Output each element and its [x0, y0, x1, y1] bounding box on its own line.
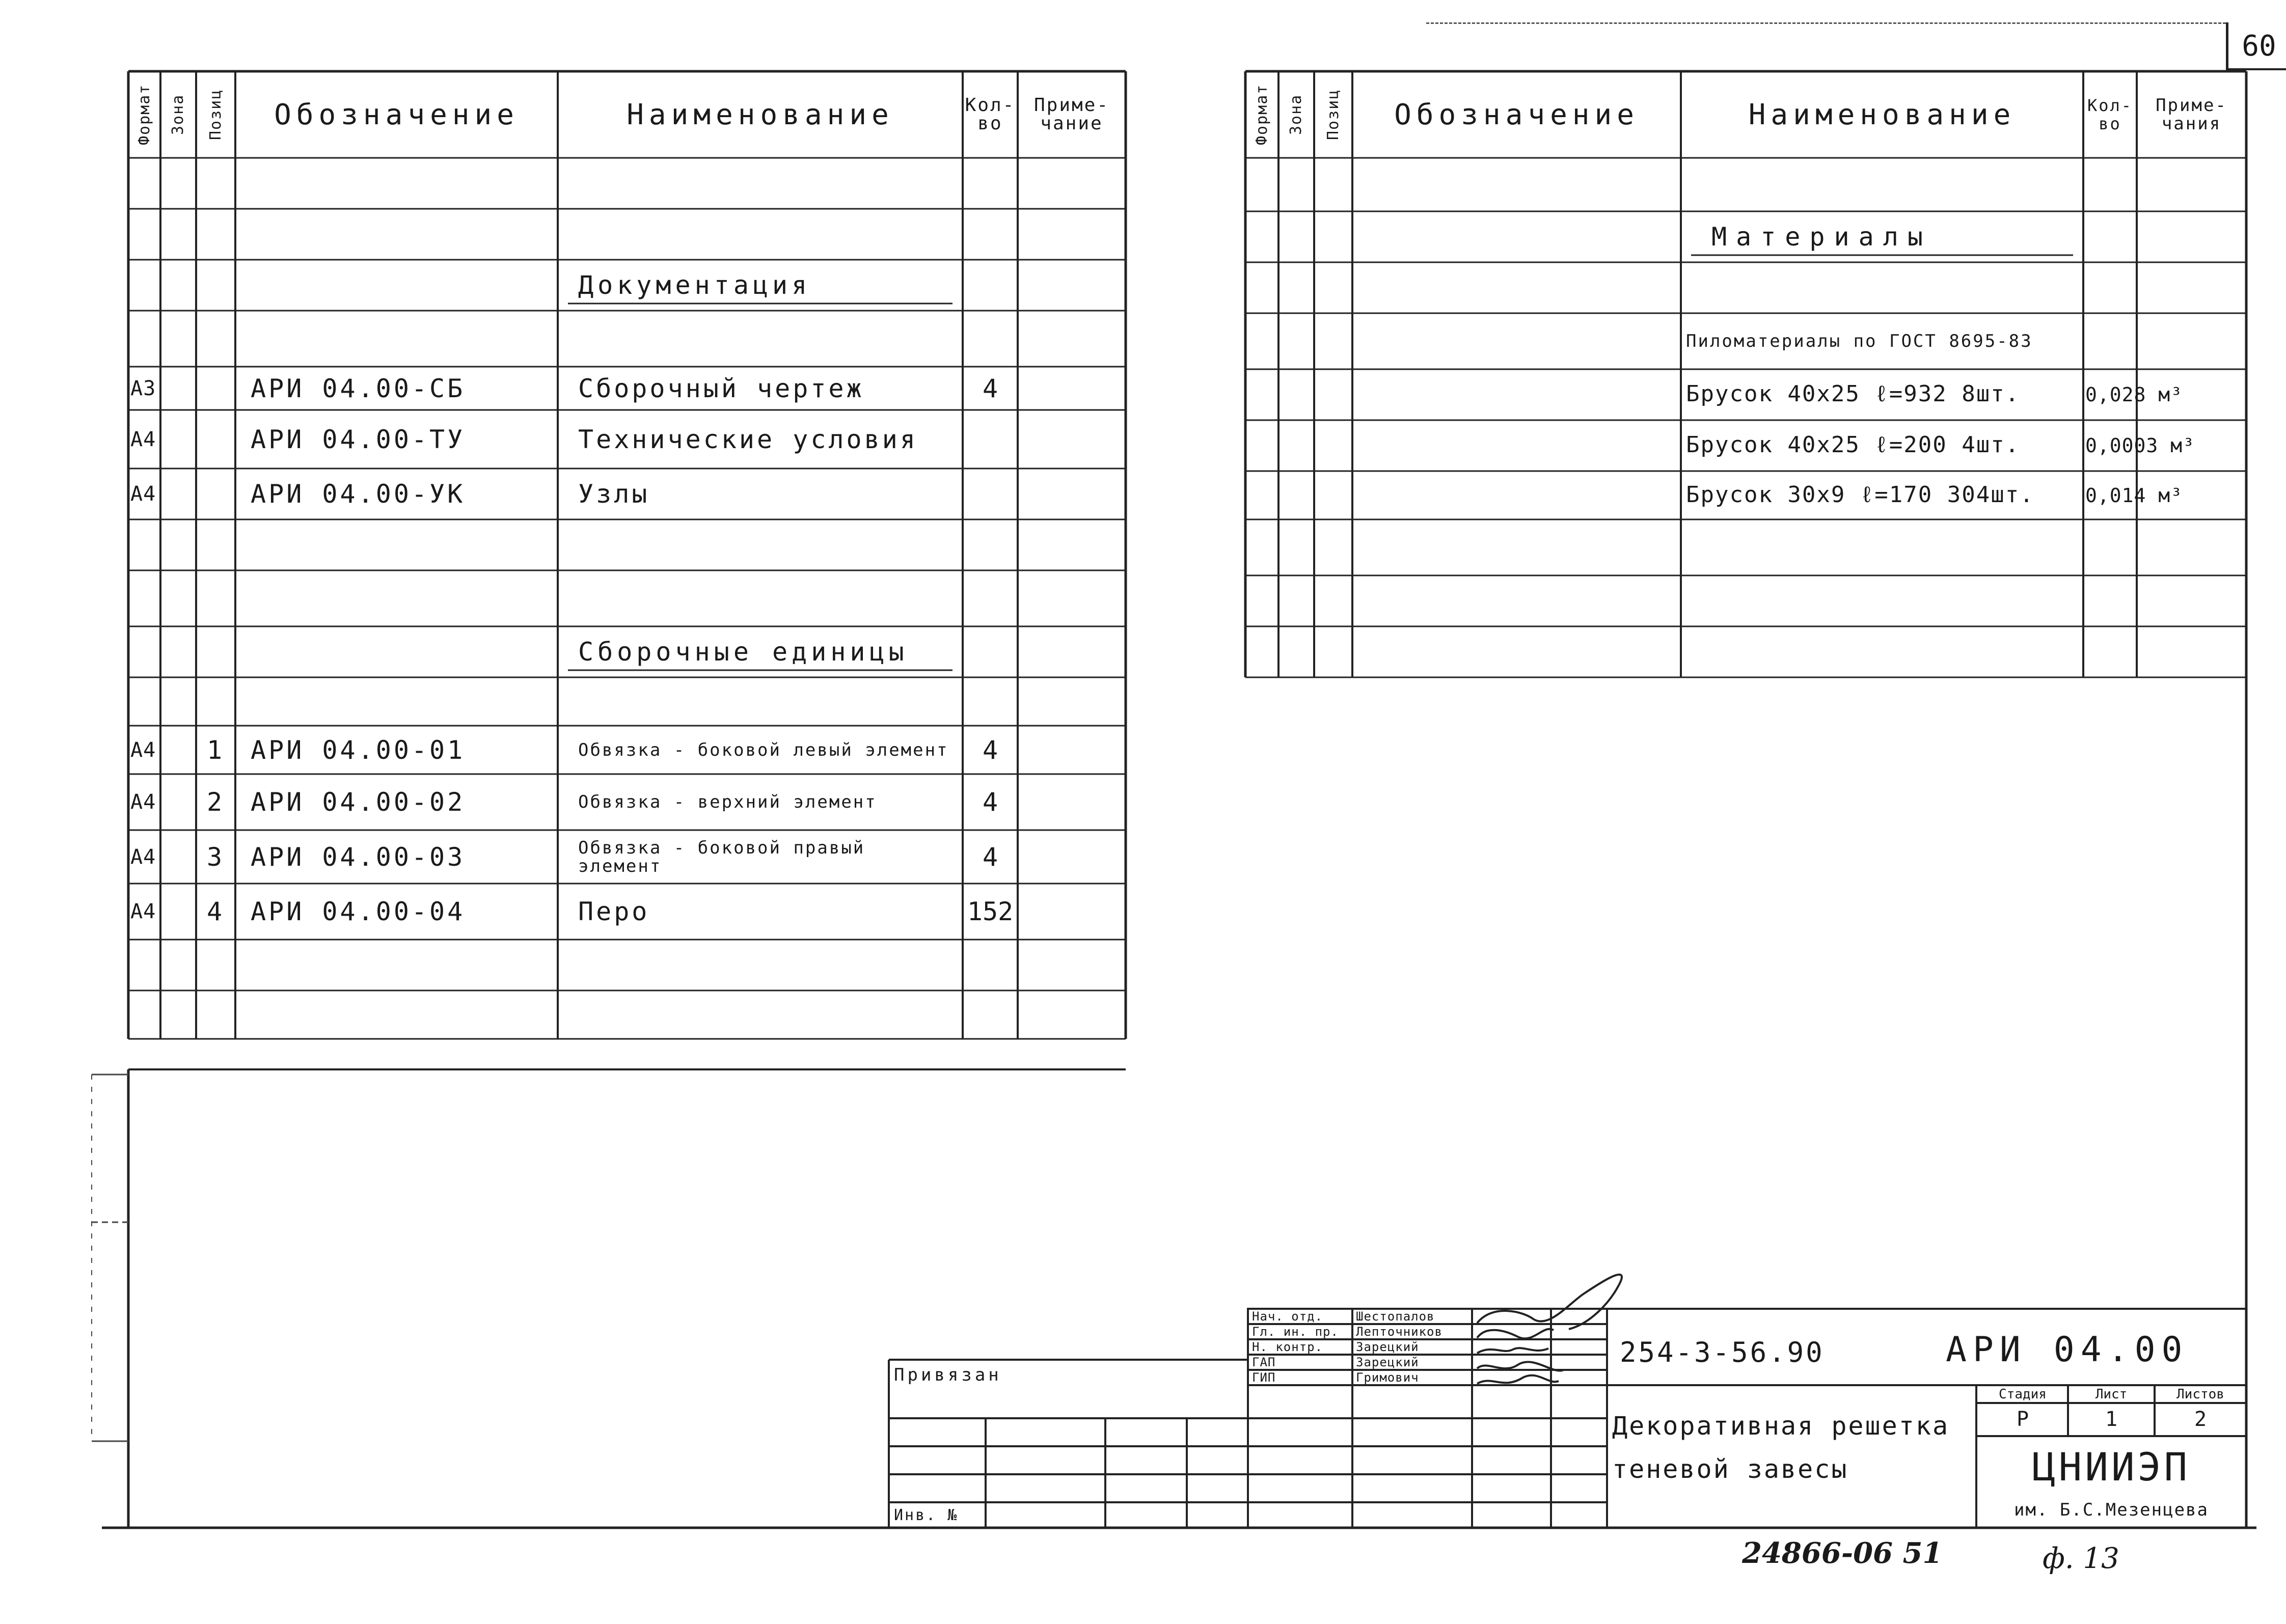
stage-value: Р — [2016, 1408, 2029, 1431]
row-position: 1 — [206, 735, 225, 765]
sheet-label: Лист — [2095, 1387, 2128, 1402]
row-designation: АРИ 04.00-УК — [251, 479, 466, 509]
row-name: Обвязка - верхний элемент — [578, 792, 877, 812]
row-position: 4 — [206, 897, 225, 926]
header-designation: Обозначение — [274, 98, 519, 131]
header-format: Формат — [1253, 84, 1271, 146]
row-qty: 0,014 м³ — [2085, 484, 2183, 507]
row-format: А3 — [130, 376, 156, 400]
header-note: Приме-чание — [1033, 95, 1110, 134]
row-name: Сборочные единицы — [578, 637, 908, 667]
organization-subtitle: им. Б.С.Мезенцева — [2014, 1500, 2209, 1520]
inventory-number-label: Инв. № — [894, 1506, 959, 1524]
form-number: ф. 13 — [2043, 1542, 2119, 1575]
row-qty: 4 — [982, 373, 998, 403]
document-code: 254-3-56.90 — [1620, 1336, 1825, 1368]
row-format: А4 — [130, 427, 156, 451]
row-format: А4 — [130, 900, 156, 923]
drawing-title-line2: теневой завесы — [1612, 1454, 1848, 1484]
header-zone: Зона — [169, 94, 187, 135]
row-name: Брусок 30х9 ℓ=170 304шт. — [1686, 481, 2034, 508]
signer-role: ГАП — [1252, 1355, 1276, 1369]
row-qty: 4 — [982, 842, 998, 872]
row-name: Обвязка - боковой левый элемент — [578, 739, 949, 760]
signer-role: Нач. отд. — [1252, 1309, 1323, 1324]
header-designation: Обозначение — [1394, 98, 1639, 131]
row-format: А4 — [130, 790, 156, 814]
row-qty: 0,028 м³ — [2085, 383, 2183, 406]
signer-role: Н. контр. — [1252, 1340, 1323, 1354]
header-format: Формат — [135, 84, 153, 146]
row-designation: АРИ 04.00-03 — [251, 842, 466, 872]
row-format: А4 — [130, 738, 156, 762]
signer-name: Шестопалов — [1356, 1309, 1435, 1324]
signer-role: ГИП — [1252, 1370, 1276, 1385]
row-name: Брусок 40х25 ℓ=200 4шт. — [1686, 432, 2020, 458]
signer-name: Зарецкий — [1356, 1355, 1419, 1369]
sheets-value: 2 — [2194, 1408, 2207, 1431]
row-designation: АРИ 04.00-ТУ — [251, 424, 466, 454]
header-qty: Кол-во — [965, 95, 1016, 134]
row-name: Документация — [578, 270, 811, 300]
header-note: Приме-чания — [2156, 95, 2227, 134]
header-zone: Зона — [1287, 94, 1305, 135]
drawing-title-line1: Декоративная решетка — [1612, 1411, 1950, 1441]
row-qty: 152 — [967, 897, 1014, 926]
signer-name: Гримович — [1356, 1370, 1419, 1385]
stage-label: Стадия — [1999, 1387, 2047, 1402]
row-name: Обвязка - боковой правый элемент — [578, 837, 865, 876]
row-name: Сборочный чертеж — [578, 373, 864, 403]
signer-name: Зарецкий — [1356, 1340, 1419, 1354]
row-designation: АРИ 04.00-04 — [251, 897, 466, 926]
row-position: 2 — [206, 787, 225, 817]
row-name: Перо — [578, 897, 650, 926]
row-position: 3 — [206, 842, 225, 872]
row-name: Узлы — [578, 479, 650, 509]
row-qty: 4 — [982, 787, 998, 817]
row-qty: 0,0003 м³ — [2085, 434, 2195, 457]
header-qty: Кол-во — [2087, 96, 2133, 133]
row-name: Материалы — [1711, 222, 1932, 252]
row-name: Технические условия — [578, 424, 918, 454]
sheets-label: Листов — [2176, 1387, 2224, 1402]
archive-number: 24866-06 51 — [1742, 1536, 1943, 1570]
row-designation: АРИ 04.00-01 — [251, 735, 466, 765]
sheet-value: 1 — [2105, 1408, 2118, 1431]
organization-name: ЦНИИЭП — [2032, 1444, 2191, 1490]
row-designation: АРИ 04.00-02 — [251, 787, 466, 817]
row-name: Пиломатериалы по ГОСТ 8695-83 — [1686, 331, 2033, 351]
row-designation: АРИ 04.00-СБ — [251, 373, 466, 403]
page-number: 60 — [2242, 29, 2276, 63]
document-id: АРИ 04.00 — [1946, 1329, 2189, 1370]
header-name: Наименование — [627, 98, 894, 131]
signer-role: Гл. ин. пр. — [1252, 1325, 1339, 1339]
row-format: А4 — [130, 482, 156, 506]
row-format: А4 — [130, 845, 156, 869]
header-position: Позиц — [207, 89, 225, 141]
row-name: Брусок 40х25 ℓ=932 8шт. — [1686, 381, 2020, 407]
privyazan-label: Привязан — [894, 1365, 1002, 1385]
header-position: Позиц — [1324, 89, 1342, 141]
signer-name: Лепточников — [1356, 1325, 1443, 1339]
header-name: Наименование — [1748, 98, 2016, 131]
row-qty: 4 — [982, 735, 998, 765]
